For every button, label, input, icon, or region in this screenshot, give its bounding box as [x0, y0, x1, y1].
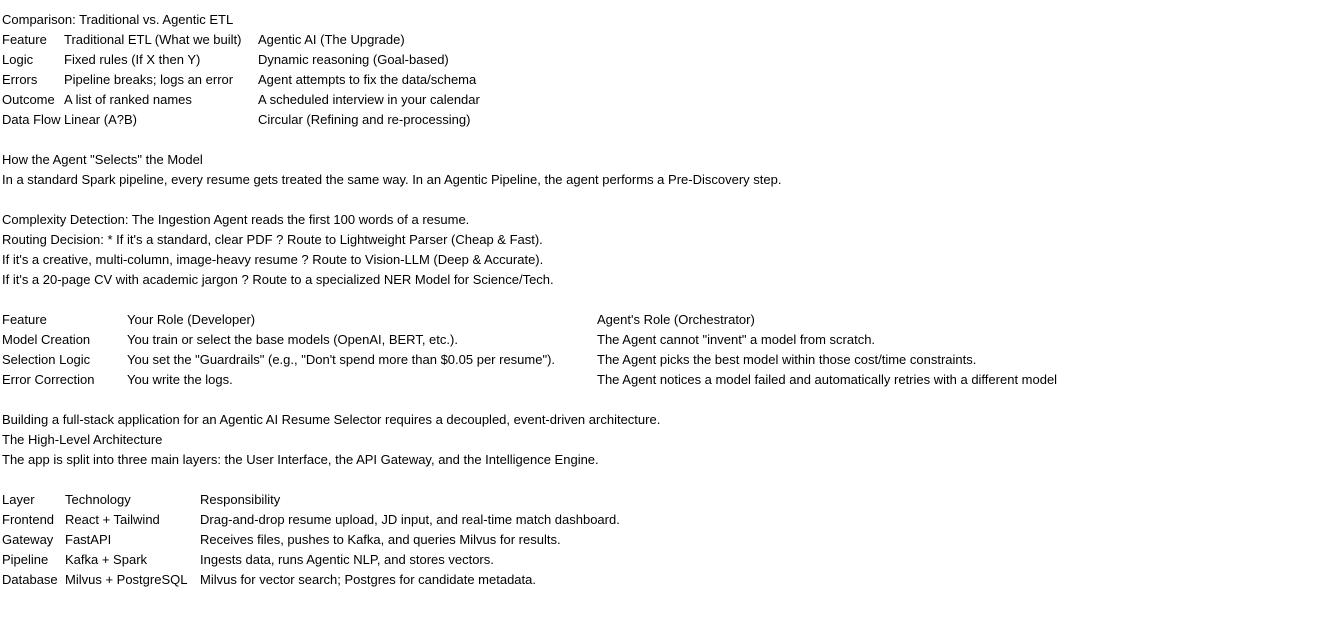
- table-cell: Model Creation: [2, 332, 91, 347]
- table-cell: Dynamic reasoning (Goal-based): [258, 52, 449, 67]
- section-complexity: [2, 210, 1329, 290]
- table-cell: Pipeline breaks; logs an error: [64, 72, 234, 87]
- table-cell: React + Tailwind: [65, 512, 160, 527]
- table-row: [2, 70, 1329, 90]
- table-cell: A list of ranked names: [64, 92, 192, 107]
- column-header: Agentic AI (The Upgrade): [258, 32, 405, 47]
- column-header: Your Role (Developer): [127, 312, 256, 327]
- table-cell: Selection Logic: [2, 352, 91, 367]
- table-cell: Error Correction: [2, 372, 95, 387]
- table-cell: Milvus + PostgreSQL: [65, 572, 188, 587]
- table-row: [2, 570, 1329, 590]
- architecture-heading: The High-Level Architecture: [2, 432, 163, 447]
- table-cell: Fixed rules (If X then Y): [64, 52, 201, 67]
- table-cell: Receives files, pushes to Kafka, and queries Milvus for results.: [200, 532, 561, 547]
- stack-table: [2, 490, 1329, 590]
- table-row: [2, 330, 1329, 350]
- model-selection-body: In a standard Spark pipeline, every resume gets treated the same way. In an Agentic Pipeline, the agent performs a Pre-Discovery step.: [2, 172, 782, 187]
- column-header: Agent's Role (Orchestrator): [597, 312, 755, 327]
- column-header: Responsibility: [200, 492, 281, 507]
- comparison-table: [2, 30, 1329, 130]
- table-cell: Ingests data, runs Agentic NLP, and stores vectors.: [200, 552, 494, 567]
- table-cell: You train or select the base models (OpenAI, BERT, etc.).: [127, 332, 458, 347]
- table-cell: A scheduled interview in your calendar: [258, 92, 480, 107]
- table-cell: The Agent picks the best model within those cost/time constraints.: [597, 352, 977, 367]
- comparison-title: Comparison: Traditional vs. Agentic ETL: [2, 12, 234, 27]
- table-cell: The Agent notices a model failed and automatically retries with a different model: [597, 372, 1058, 387]
- table-header-row: [2, 30, 1329, 50]
- section-model-selection: [2, 150, 1329, 190]
- section-comparison: [2, 10, 1329, 130]
- table-row: [2, 530, 1329, 550]
- table-cell: Agent attempts to fix the data/schema: [258, 72, 477, 87]
- routing-line: Routing Decision: * If it's a standard, clear PDF ? Route to Lightweight Parser (Cheap & Fast).: [2, 232, 543, 247]
- table-cell: Errors: [2, 72, 38, 87]
- table-header-row: [2, 490, 1329, 510]
- table-cell: Pipeline: [2, 552, 49, 567]
- table-cell: You write the logs.: [127, 372, 233, 387]
- column-header: Layer: [2, 492, 35, 507]
- section-stack: [2, 490, 1329, 590]
- table-cell: Data Flow: [2, 112, 61, 127]
- complexity-line: Complexity Detection: The Ingestion Agent reads the first 100 words of a resume.: [2, 212, 470, 227]
- architecture-line: Building a full-stack application for an Agentic AI Resume Selector requires a decoupled, event-driven architecture.: [2, 412, 661, 427]
- column-header: Traditional ETL (What we built): [64, 32, 242, 47]
- routing-line: If it's a 20-page CV with academic jargon ? Route to a specialized NER Model for Science/Tech.: [2, 272, 554, 287]
- section-architecture: [2, 410, 1329, 470]
- table-cell: Milvus for vector search; Postgres for candidate metadata.: [200, 572, 536, 587]
- table-cell: Linear (A?B): [64, 112, 137, 127]
- table-row: [2, 350, 1329, 370]
- column-header: Feature: [2, 312, 47, 327]
- section-roles: [2, 310, 1329, 390]
- table-cell: Kafka + Spark: [65, 552, 148, 567]
- table-cell: Outcome: [2, 92, 55, 107]
- table-cell: Circular (Refining and re-processing): [258, 112, 471, 127]
- table-row: [2, 510, 1329, 530]
- model-selection-heading: How the Agent "Selects" the Model: [2, 152, 203, 167]
- column-header: Technology: [65, 492, 131, 507]
- table-cell: Gateway: [2, 532, 54, 547]
- routing-line: If it's a creative, multi-column, image-heavy resume ? Route to Vision-LLM (Deep & Accurate).: [2, 252, 544, 267]
- table-cell: Drag-and-drop resume upload, JD input, and real-time match dashboard.: [200, 512, 620, 527]
- roles-table: [2, 310, 1329, 390]
- table-header-row: [2, 310, 1329, 330]
- table-cell: Logic: [2, 52, 34, 67]
- table-row: [2, 110, 1329, 130]
- table-cell: The Agent cannot "invent" a model from scratch.: [597, 332, 876, 347]
- table-row: [2, 90, 1329, 110]
- table-row: [2, 50, 1329, 70]
- table-cell: Database: [2, 572, 58, 587]
- table-row: [2, 550, 1329, 570]
- architecture-line: The app is split into three main layers: the User Interface, the API Gateway, and the Intelligence Engine.: [2, 452, 599, 467]
- table-cell: FastAPI: [65, 532, 112, 547]
- table-cell: Frontend: [2, 512, 55, 527]
- table-row: [2, 370, 1329, 390]
- column-header: Feature: [2, 32, 47, 47]
- table-cell: You set the "Guardrails" (e.g., "Don't spend more than $0.05 per resume").: [127, 352, 556, 367]
